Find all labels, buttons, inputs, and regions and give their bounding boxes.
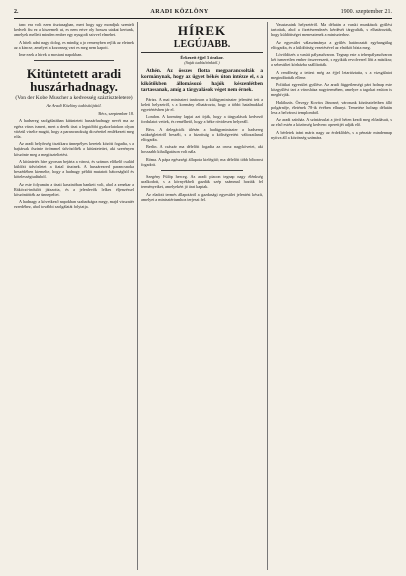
issue-date: 1900. szeptember 21. — [340, 9, 392, 15]
paragraph: A hadnagy a következő napokban szabadságra megy, majd visszatér ezredéhez, ahol további szolgálatát folytatja. — [14, 199, 134, 210]
paragraph: tanc era volt ezen tisztasagban, mert hogy ugy mondjuk szentelt kedvelt fiu ez a kiszemelt ut, es nem ertve oly hosszu utakat kertunk, amelyek mellett minden ember egy nyugodt szivvel elmehet. — [14, 22, 134, 38]
page-number: 2. — [14, 9, 19, 15]
news-item: A bérletek iránt máris nagy az érdeklődés, s a pénztár mindennap nyitva áll a közönség számára. — [271, 129, 392, 140]
news-item: Az egyesület választmánya a gyűlés határozatát egyhangúlag elfogadta, és a küldöttség vezetésével az elnököt bízta meg. — [271, 39, 392, 50]
article-subtitle: (Von der Kobe Muscher a kedvesség száztiszteletere) — [15, 95, 133, 102]
paragraph: A hadsereg szolgálatában kitüntetett huszárhadnagy nevét ma az egész város ismeri, mert a derék tiszt a legutóbbi gyakorlatokon olyan vitézül viselte magát, hogy a parancsnokság dicsérettel emlékezett meg róla. — [14, 118, 134, 140]
news-item: Berlin. A császár ma délelőtt fogadta az orosz nagykövetet, aki hosszabb kihallgatáson volt nála. — [141, 144, 263, 155]
wire-note: (Saját tudósítónktól.) — [184, 60, 220, 65]
divider — [34, 60, 114, 61]
column-2 — [141, 22, 263, 572]
paper-name: ARADI KÖZLÖNY — [150, 9, 209, 15]
news-item: Róma. A pápa egészségi állapota kielégítő; ma délelőtt több bíborost fogadott. — [141, 156, 263, 167]
article-author: Az Aradi Közlöny tudósítójától. — [46, 103, 102, 109]
paragraph: Az aradi helyőrség tisztikara ünnepélyes keretek között fogadta, s a bajtársak őszinte örömmel üdvözölték a kitüntetettet, aki szerényen köszönte meg a megtiszteltetést. — [14, 141, 134, 157]
news-item: Halálozás. Özvegy Kovács Jánosné, városunk köztiszteletben álló polgárnője, életének 78-ik évében elhunyt. Temetése holnap délután lesz a belvárosi templomból. — [271, 99, 392, 116]
column-3 — [271, 22, 392, 572]
divider — [161, 170, 243, 171]
news-item: Lövöldözés a vasúti pályaudvaron. Tegnap este a teherpályaudvaron két ismeretlen ember összeveszett, s egyikük revolverrel lőtt a másikra; a sebesültet kórházba szállították. — [271, 52, 392, 68]
news-item: Az aradi színház. A színtársulat a jövő héten kezdi meg előadásait, s az első estén a közönség kedvenc operettjét adják elő. — [271, 117, 392, 128]
news-item: Párizs. A mai miniszteri tanácson a külügyminiszter jelentést tett a keleti helyzetről, s a kormány elhatározta, hogy a többi hatalmakkal egyetértésben jár el. — [141, 96, 263, 113]
column-1 — [14, 22, 134, 572]
dateline: Bécs, szeptember 18. — [98, 111, 134, 117]
news-item: A rendőrség a tettest még az éjjel letartóztatta, s a vizsgálatot megindították ellene. — [271, 69, 392, 80]
paragraph: Ime ezek a hirek a mostani napokban. — [19, 52, 83, 58]
news-item: Politikai egyesület gyűlése. Az aradi függetlenségi párt holnap este közgyűlést tart a városháza nagytermében, amelyre a tagokat ezúton is meghívják. — [271, 82, 392, 98]
news-item: Vasutasaink helyzetéről. Ma délután a vasúti munkások gyűlést tartottak, ahol a fizetésrendezés kérdését tárgyalták, s elhatározták, hogy küldöttséget menesztenek a miniszterhez. — [271, 22, 392, 38]
paragraph: A kitüntetés híre gyorsan bejárta a várost, és számos előkelő család küldött üdvözletet a fiatal tisztnek. A huszárezred parancsnoka beszédében kiemelte, hogy a hadnagy példát mutatott bátorságból és kötelességtudásból. — [14, 158, 134, 180]
lead-paragraph: Athén. Az összes flotta megparancsolták a kormánynak, hogy az ügyet békés úton intézze el, s a kikötőkben állomásozó hajók készenlétben tartassanak, amíg a tárgyalások véget nem érnek. — [141, 68, 263, 94]
article-title: Kitüntetett aradi huszárhadnagy. — [26, 66, 122, 95]
paragraph: A hitelt adni nagy dolog, es mindig a jo remenyben rejlik az eletnek az a kincse, amelyet a kozonseg vart es meg nem kapott. — [14, 39, 134, 50]
news-item: Szegény Fülöp herceg. Az aradi piacon tegnap nagy élénkség uralkodott, s a környékbeli gazdák szép számmal hozták fel terményeiket, amelyekért jó árat kaptak. — [141, 174, 263, 190]
column-rule — [137, 22, 138, 570]
dateline: Érkezett éjjel 3 órakor. — [180, 55, 224, 60]
paragraph: Az este folyamán a tiszti kaszinóban bankett volt, ahol a zenekar a Rákóczi-indulót játszotta, és a jelenlevők lelkes éljenzéssel köszöntötték az ünnepeltet. — [14, 181, 134, 198]
column-rule — [267, 22, 268, 570]
section-title: HÍREK — [177, 23, 227, 38]
section-subtitle: LEGÚJABB. — [141, 39, 263, 53]
news-item: Bécs. A delegációk ülésén a hadügyminiszter a hadsereg szükségleteiről beszélt, s a bizottság a költségvetést változatlanul elfogadta. — [141, 126, 263, 143]
page-header — [14, 6, 392, 19]
news-item: London. A kormány lapjai azt írják, hogy a tárgyalások kedvező fordulatot vettek, és remélhető, hogy a béke rövidesen helyreáll. — [141, 114, 263, 125]
news-item: Az eladott termés állapotáról a gazdasági egyesület jelentést készít, amelyet a minisztériumhoz terjeszt fel. — [141, 191, 263, 202]
